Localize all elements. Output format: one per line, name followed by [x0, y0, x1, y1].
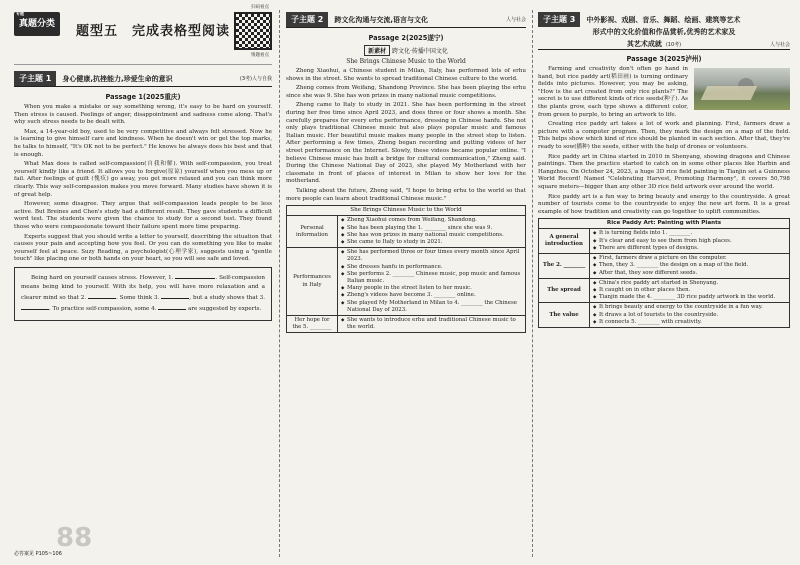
- qr-code-icon[interactable]: [234, 12, 272, 50]
- paragraph: When you make a mistake or say something wrong, it's easy to be hard on yourself. Then stress is caused. Feelings of anger, disappointment and sadness come along. That's why such stress needs to be dealt with.: [14, 104, 272, 126]
- row-header: The value: [539, 303, 590, 328]
- page-header: [14, 5, 272, 65]
- section-title: 题型五 完成表格型阅读: [76, 24, 231, 39]
- subtopic-header-3: [538, 12, 790, 27]
- row-header: Personal information: [287, 216, 338, 248]
- table-row: [287, 315, 526, 332]
- table-row: [539, 278, 790, 303]
- subtopic-header-1: [14, 71, 272, 87]
- page-number-watermark: 88: [56, 523, 93, 553]
- table-row: [539, 303, 790, 328]
- table-row: [539, 229, 790, 254]
- new-material-line: 新素材 跨文化·传播中国文化: [286, 45, 526, 56]
- passage-title: Passage 3(2025泸州): [626, 55, 702, 63]
- paragraph: Rice paddy art is a fun way to bring beauty and energy to the countryside. A great number of tourists come to the countryside to enjoy the new art form. It is a great example of how tradition and creativity can go together to uplift communities.: [538, 193, 790, 215]
- row-header: The spread: [539, 278, 590, 303]
- row-header: A general introduction: [539, 229, 590, 254]
- summary-box: [14, 267, 272, 321]
- row-content: ◆ She has performed three or four times every month since April 2023. ◆ She dresses hanfu in performance. ◆ She performs 2. ________ Chinese music, pop music and famous Italian music. ◆ Many people in the street listen to her music. ◆ Zheng's videos have become 3. ________ online. ◆ She played My Motherland in Milan to 4. ________ the Chinese National Day of 2023.: [338, 248, 526, 316]
- subtopic-header-2: [286, 12, 526, 28]
- story-title: She Brings Chinese Music to the World: [346, 58, 466, 65]
- paragraph: What Max does is called self-compassion(自我和解). With self-compassion, you treat yourself kindly like a friend. It allows you to forgive(原谅) yourself when you mess up or fail. After feelings of guilt (愧疚) go away, you get more relaxed and you can think more clearly. This way self-compassion makes you move forward. Many studies have shown it is of great help.: [14, 161, 272, 198]
- table-title: Rice Paddy Art: Painting with Plants: [539, 219, 790, 229]
- subtopic-tail: 人与社会: [505, 17, 526, 23]
- answer-blank-3[interactable]: [161, 292, 189, 299]
- row-content: ◆ Zheng Xiaohui comes from Weifang, Shandong. ◆ She has been playing the 1. ________ since she was 9. ◆ She has won prizes in many national music competitions. ◆ She came to Italy to study in 2021.: [338, 216, 526, 248]
- answer-blank-4[interactable]: [158, 303, 186, 310]
- column-1: [14, 5, 272, 557]
- row-content: ◆ First, farmers draw a picture on the computer. ◆ Then, they 3. ________ the design on a map of the field. ◆ After that, they sow different seeds.: [590, 254, 790, 279]
- column-2: [286, 12, 526, 557]
- subtopic-title: 身心健康,抗挫能力,珍爱生命的意识: [62, 74, 173, 83]
- subtopic-title: 跨文化沟通与交流,语言与文化: [334, 15, 429, 24]
- paragraph: Max, a 14-year-old boy, used to be very competitive and always felt stressed. Now he is learning to give himself care and kindness. When he doesn't win or get the top marks, he talks to himself, "It's OK not to be perfect." He knows he always does his best and that is enough.: [14, 128, 272, 158]
- paragraph: However, some disagree. They argue that self-compassion leads people to be less active. But Breines and Chen's study had a different result. They gave students a difficult word test. The students were given the chance to study for a second test. They found those who were compassionate toward their failure spent more time preparing.: [14, 201, 272, 230]
- table-row: [539, 254, 790, 279]
- subtopic-tail: 人与社会: [769, 42, 790, 48]
- answer-blank-1[interactable]: [175, 272, 215, 279]
- subtopic-tail: (3考)人与自我: [239, 76, 272, 82]
- column-3: [538, 12, 790, 557]
- summary-text: Being hard on yourself causes stress. However, 1. . Self-compassion means being kind to yourself. With its help, you will have more relaxation and a clearer mind so that 2. . Some think 3. , but a study shows that 3. . To practice self-compassion, some 4. are suggested by experts.: [21, 272, 265, 314]
- qr-caption-top: 扫码看点: [251, 5, 269, 10]
- subtopic-tag: 子主题 1: [14, 71, 56, 86]
- subtopic-title-line-2: 形式中的文化价值和作品赏析,优秀的艺术家及: [592, 28, 736, 36]
- new-material-badge: 新素材: [364, 45, 390, 56]
- paragraph: Farming and creativity don't often go hand in hand, but rice paddy art(稻田画) is turning ordinary fields into pictures. However, you may be asking, "How is the art created from only rice plants?" The secret is to use different kinds of rice seeds(种子). As the plants grow, each type shows a different color, from green to purple, to bring an artwork to life.: [538, 66, 688, 118]
- row-content: ◆ China's rice paddy art started in Shenyang. ◆ It caught on in other places then. ◆ Tianjin made the 4. ________ 3D rice paddy artwork in the world.: [590, 278, 790, 303]
- answer-blank-2[interactable]: [88, 292, 116, 299]
- passage-title: Passage 1(2025重庆): [105, 93, 181, 101]
- brand-logo: 专题 真题分类: [14, 12, 60, 36]
- answer-reference: 必答案见 P105~106: [14, 551, 62, 557]
- subtopic-tag: 子主题 3: [538, 12, 580, 27]
- table-row: [287, 216, 526, 248]
- subtopic-title-line-3: 其艺术成就 (10考) 人与社会: [538, 39, 790, 50]
- paragraph: Zheng Xiaohui, a Chinese student in Milan, Italy, has performed lots of erhu shows in the street. She wants to spread traditional Chinese culture to the world.: [286, 68, 526, 82]
- paragraph: Talking about the future, Zheng said, "I hope to bring erhu to the world so that more people can learn about traditional Chinese music.": [286, 187, 526, 202]
- row-header[interactable]: Her hope for the 5. ________: [287, 315, 338, 332]
- column-divider: [279, 10, 281, 557]
- paragraph: Rice paddy art in China started in 2010 in Shenyang, showing dragons and Chinese paintings. Then the practice started to catch on in some other places like Harbin and Hangzhou. On October 24, 2023, a huge 3D rice field painting in Tianjin set a Guinness World Record! Named "Celebrating Harvest, Promoting Harmony", it covers 50,798 square meters—bigger than any other 3D rice field artwork ever around the world.: [538, 153, 790, 190]
- answer-blank-3b[interactable]: [21, 303, 49, 310]
- row-content: ◆ It is turning fields into 1. ________. ◆ It's clear and easy to see them from high places. ◆ There are different types of designs.: [590, 229, 790, 254]
- rice-paddy-photo: [694, 68, 790, 110]
- row-content: ◆ She wants to introduce erhu and traditional Chinese music to the world.: [338, 315, 526, 332]
- paragraph: Zheng came to Italy to study in 2021. She has been performing in the street during her free time since April 2023, and does three or four shows a month. She carefully prepares for every erhu performance, dressing in Chinese hanfu. She not only plays traditional Chinese music but also plays popular music and famous Italian music. Her beautiful music makes many people in the street stop to listen. After performing a few times, Zheng began recording and putting videos of her street performance on the Internet. Slowly, these videos became popular online. "I believe Chinese music has built a bridge for cultural communication," Zheng said. During the Chinese National Day of 2023, she played My Motherland with her classmate in front of places of interest in Milan to show her love for the motherland.: [286, 102, 526, 185]
- subtopic-tag: 子主题 2: [286, 12, 328, 27]
- qr-caption-bottom: 情题看点: [251, 53, 269, 58]
- paragraph: Zheng comes from Weifang, Shandong Province. She has been playing the erhu since she was 9. She has won prizes in many national music competitions.: [286, 85, 526, 99]
- table-title: She Brings Chinese Music to the World: [287, 206, 526, 216]
- passage-title: Passage 2(2025遂宁): [368, 34, 444, 42]
- table-row: [287, 248, 526, 316]
- row-header: Performances in Italy: [287, 248, 338, 316]
- paragraph: Experts suggest that you should write a letter to yourself, describing the situation that causes your pain and accepting how you feel. Or you can do something you like to make yourself feel at peace. Suzy Reading, a psychologist(心理学家), suggests using a "gentle touch" like placing one or both hands on your heart, so you will see safe and loved.: [14, 233, 272, 263]
- row-content: ◆ It brings beauty and energy to the countryside in a fun way. ◆ It draws a lot of tourists to the countryside. ◆ It connects 5. ________ with creativity.: [590, 303, 790, 328]
- subtopic-title: 中外影视、戏剧、音乐、舞蹈、绘画、建筑等艺术: [586, 15, 741, 24]
- column-divider: [532, 10, 534, 557]
- paragraph: Creating rice paddy art takes a lot of work and planning. First, farmers draw a picture with a computer program. Then, they mark the design on a map of the field. This helps show which kind of rice should be planted in each section. After that, they're ready to sow(播种) the seeds, either with the help of drones or volunteers.: [538, 121, 790, 150]
- info-table: [538, 218, 790, 328]
- info-table: [286, 205, 526, 333]
- row-header[interactable]: The 2. ________: [539, 254, 590, 279]
